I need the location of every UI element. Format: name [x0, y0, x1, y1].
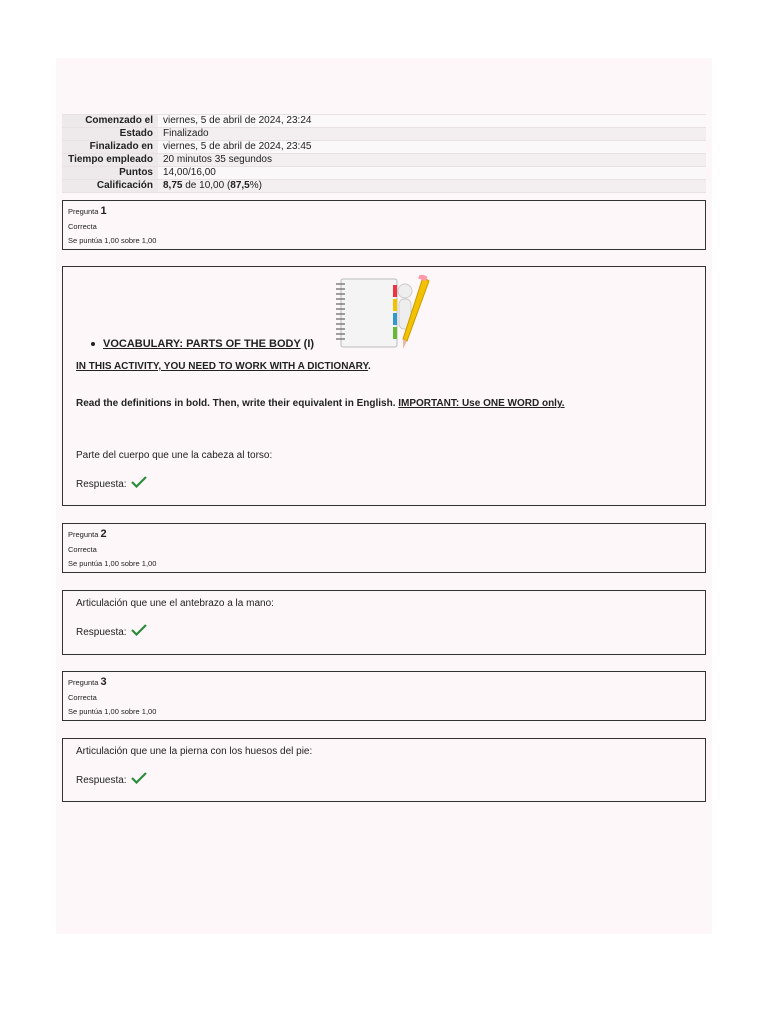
- answer-label: Respuesta:: [76, 775, 127, 786]
- important-note: IMPORTANT: Use ONE WORD only.: [398, 398, 565, 409]
- dictionary-notice-text: IN THIS ACTIVITY, YOU NEED TO WORK WITH A DICTIONARY: [76, 361, 369, 372]
- answer-label: Respuesta:: [76, 479, 127, 490]
- notebook-pencil-illustration: [333, 275, 433, 351]
- question-definition: Articulación que une el antebrazo a la mano:: [76, 598, 274, 609]
- question-heading: [68, 676, 107, 688]
- question-content-2: [62, 590, 706, 655]
- grade-end: %): [249, 180, 262, 191]
- grade-value: [158, 180, 706, 193]
- answer-label: Respuesta:: [76, 627, 127, 638]
- dictionary-notice-end: .: [368, 361, 371, 372]
- question-points: Se puntúa 1,00 sobre 1,00: [68, 559, 157, 568]
- title-suffix: (I): [300, 338, 315, 350]
- summary-label: Comenzado el: [62, 115, 158, 128]
- check-icon: [131, 476, 147, 488]
- question-prefix: Pregunta: [68, 207, 99, 216]
- question-definition: Parte del cuerpo que une la cabeza al torso:: [76, 450, 273, 461]
- summary-row: [62, 154, 706, 167]
- answer-row: [76, 624, 147, 638]
- grade-percent: 87,5: [230, 180, 250, 191]
- question-points: Se puntúa 1,00 sobre 1,00: [68, 236, 157, 245]
- question-number: 2: [100, 528, 107, 540]
- bullet-icon: [91, 342, 95, 346]
- summary-value: viernes, 5 de abril de 2024, 23:45: [158, 141, 706, 154]
- question-info-3: [62, 671, 706, 721]
- answer-row: [76, 772, 147, 786]
- question-prefix: Pregunta: [68, 678, 99, 687]
- question-status: Correcta: [68, 693, 97, 702]
- summary-label: Puntos: [62, 167, 158, 180]
- summary-value: viernes, 5 de abril de 2024, 23:24: [158, 115, 706, 128]
- answer-row: [76, 476, 147, 490]
- attempt-summary-table: [62, 114, 706, 193]
- instructions: [76, 398, 565, 409]
- instructions-text: Read the definitions in bold. Then, write their equivalent in English.: [76, 398, 399, 409]
- question-points: Se puntúa 1,00 sobre 1,00: [68, 707, 157, 716]
- summary-row: [62, 167, 706, 180]
- question-content-3: [62, 738, 706, 802]
- question-number: 1: [100, 205, 107, 217]
- question-status: Correcta: [68, 222, 97, 231]
- summary-label: Tiempo empleado: [62, 154, 158, 167]
- dictionary-notice: [76, 361, 371, 372]
- check-icon: [131, 624, 147, 636]
- question-info-1: [62, 200, 706, 250]
- question-definition: Articulación que une la pierna con los huesos del pie:: [76, 746, 313, 757]
- title-link: VOCABULARY: PARTS OF THE BODY: [103, 338, 301, 350]
- question-prefix: Pregunta: [68, 530, 99, 539]
- summary-value: 14,00/16,00: [158, 167, 706, 180]
- check-icon: [131, 772, 147, 784]
- grade-score: 8,75: [163, 180, 183, 191]
- question-title: [91, 338, 314, 350]
- question-number: 3: [100, 676, 107, 688]
- grade-mid: de 10,00 (: [182, 180, 231, 191]
- question-content-1: [62, 266, 706, 506]
- summary-row-grade: [62, 180, 706, 193]
- question-info-2: [62, 523, 706, 573]
- summary-label: Finalizado en: [62, 141, 158, 154]
- summary-value: 20 minutos 35 segundos: [158, 154, 706, 167]
- question-status: Correcta: [68, 545, 97, 554]
- summary-label: Estado: [62, 128, 158, 141]
- grade-label: Calificación: [62, 180, 158, 193]
- question-heading: [68, 205, 107, 217]
- question-heading: [68, 528, 107, 540]
- summary-row: [62, 128, 706, 141]
- summary-row: [62, 115, 706, 128]
- summary-value: Finalizado: [158, 128, 706, 141]
- summary-row: [62, 141, 706, 154]
